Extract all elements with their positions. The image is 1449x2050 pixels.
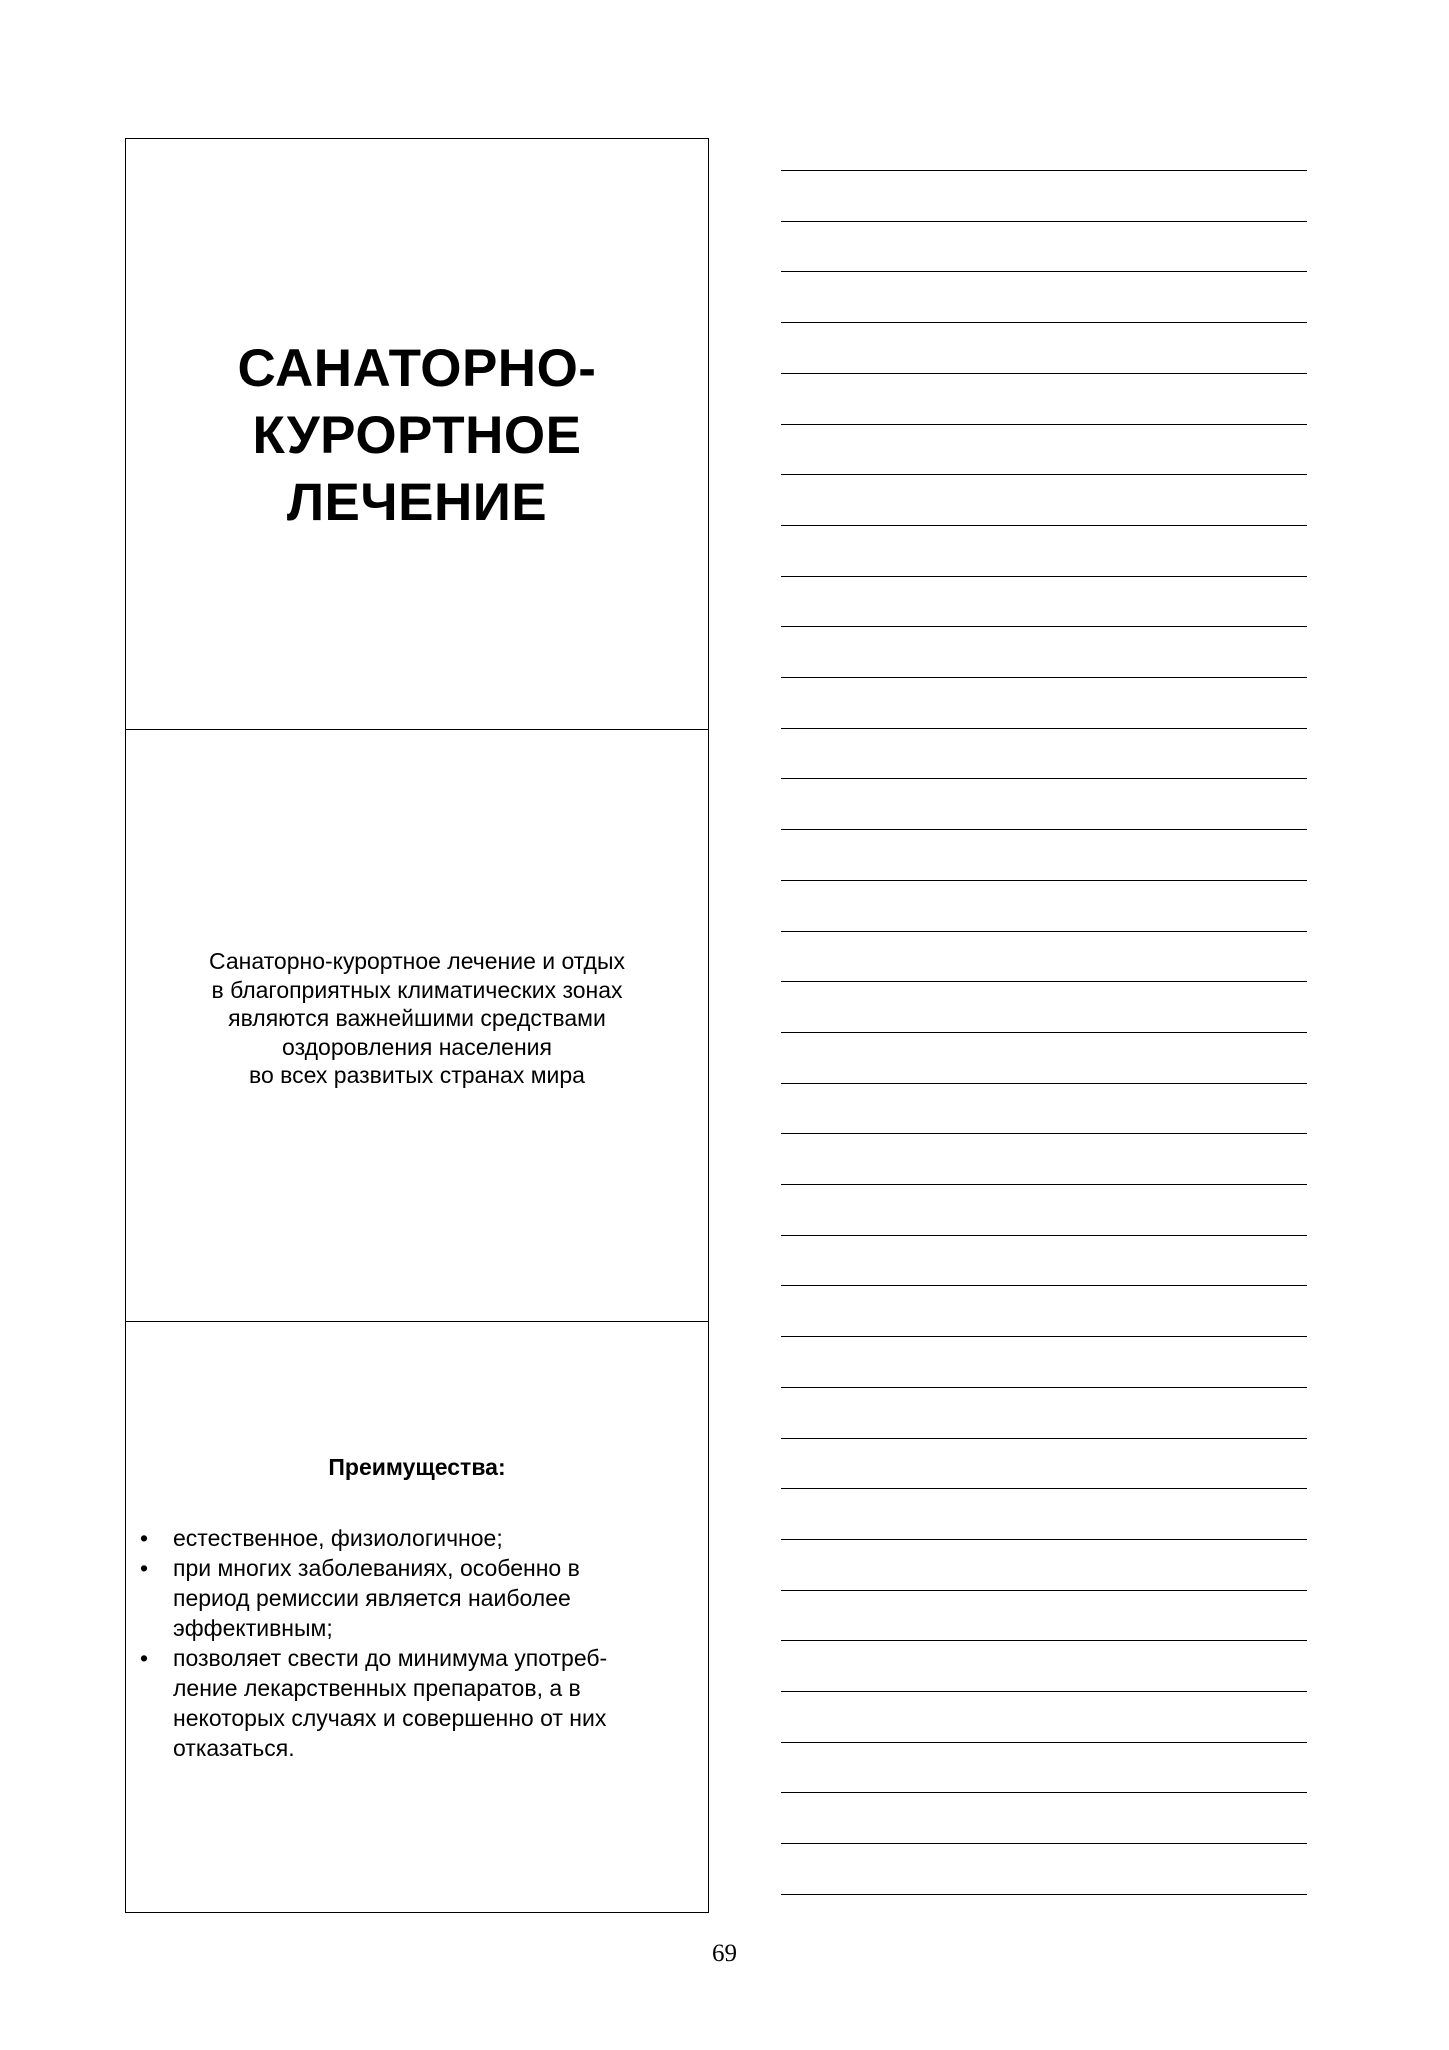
note-line <box>781 1336 1307 1337</box>
bullet-icon: • <box>140 1645 149 1671</box>
note-line <box>781 1691 1307 1692</box>
note-line <box>781 170 1307 171</box>
note-line <box>781 1539 1307 1540</box>
note-line <box>781 221 1307 222</box>
note-line <box>781 1083 1307 1084</box>
slides-panel <box>125 138 709 1913</box>
note-line <box>781 626 1307 627</box>
list-item-line: эффективным; <box>173 1615 333 1641</box>
page-number: 69 <box>712 1940 737 1967</box>
note-line <box>781 1894 1307 1895</box>
note-line <box>781 1590 1307 1591</box>
note-line <box>781 829 1307 830</box>
note-line <box>781 1133 1307 1134</box>
note-line <box>781 778 1307 779</box>
list-item-line: отказаться. <box>173 1735 295 1761</box>
note-line <box>781 1235 1307 1236</box>
note-line <box>781 322 1307 323</box>
list-item-line: период ремиссии является наиболее <box>173 1585 571 1611</box>
note-line <box>781 728 1307 729</box>
title-line: КУРОРТНОЕ <box>252 406 582 465</box>
note-line <box>781 981 1307 982</box>
list-item-line: ление лекарственных препаратов, а в <box>173 1675 581 1701</box>
list-item-line: при многих заболеваниях, особенно в <box>173 1555 580 1581</box>
note-line <box>781 1032 1307 1033</box>
note-line <box>781 1488 1307 1489</box>
note-line <box>781 1843 1307 1844</box>
note-line <box>781 1438 1307 1439</box>
note-line <box>781 373 1307 374</box>
note-line <box>781 525 1307 526</box>
note-line <box>781 1285 1307 1286</box>
advantages-heading: Преимущества: <box>328 1454 506 1480</box>
intro-line: во всех развитых странах мира <box>249 1062 585 1088</box>
bullet-icon: • <box>140 1555 149 1581</box>
bullet-icon: • <box>140 1525 149 1551</box>
list-item <box>126 1523 607 1553</box>
note-line <box>781 677 1307 678</box>
intro-text <box>126 947 708 1090</box>
advantages-list <box>126 1523 607 1763</box>
note-line <box>781 424 1307 425</box>
note-line <box>781 880 1307 881</box>
note-line <box>781 1792 1307 1793</box>
list-item-line: позволяет свести до минимума употреб- <box>173 1645 608 1671</box>
note-line <box>781 1742 1307 1743</box>
list-item <box>126 1553 607 1643</box>
intro-line: в благоприятных климатических зонах <box>211 976 623 1003</box>
title-line: САНАТОРНО- <box>237 339 597 398</box>
intro-line: оздоровления населения <box>282 1033 552 1060</box>
note-line <box>781 271 1307 272</box>
list-item <box>126 1643 607 1763</box>
list-item-line: естественное, физиологичное; <box>173 1525 503 1551</box>
slide-title-heading <box>126 335 708 536</box>
note-line <box>781 474 1307 475</box>
note-line <box>781 931 1307 932</box>
note-line <box>781 1184 1307 1185</box>
note-line <box>781 576 1307 577</box>
list-item-line: некоторых случаях и совершенно от них <box>173 1705 607 1731</box>
title-line: ЛЕЧЕНИЕ <box>286 473 548 532</box>
note-line <box>781 1640 1307 1641</box>
slide-title <box>126 139 708 730</box>
slide-intro <box>126 730 708 1322</box>
slide-advantages <box>126 1322 708 1912</box>
intro-line: Санаторно-курортное лечение и отдых <box>209 948 625 974</box>
intro-line: являются важнейшими средствами <box>228 1005 606 1031</box>
note-line <box>781 1387 1307 1388</box>
